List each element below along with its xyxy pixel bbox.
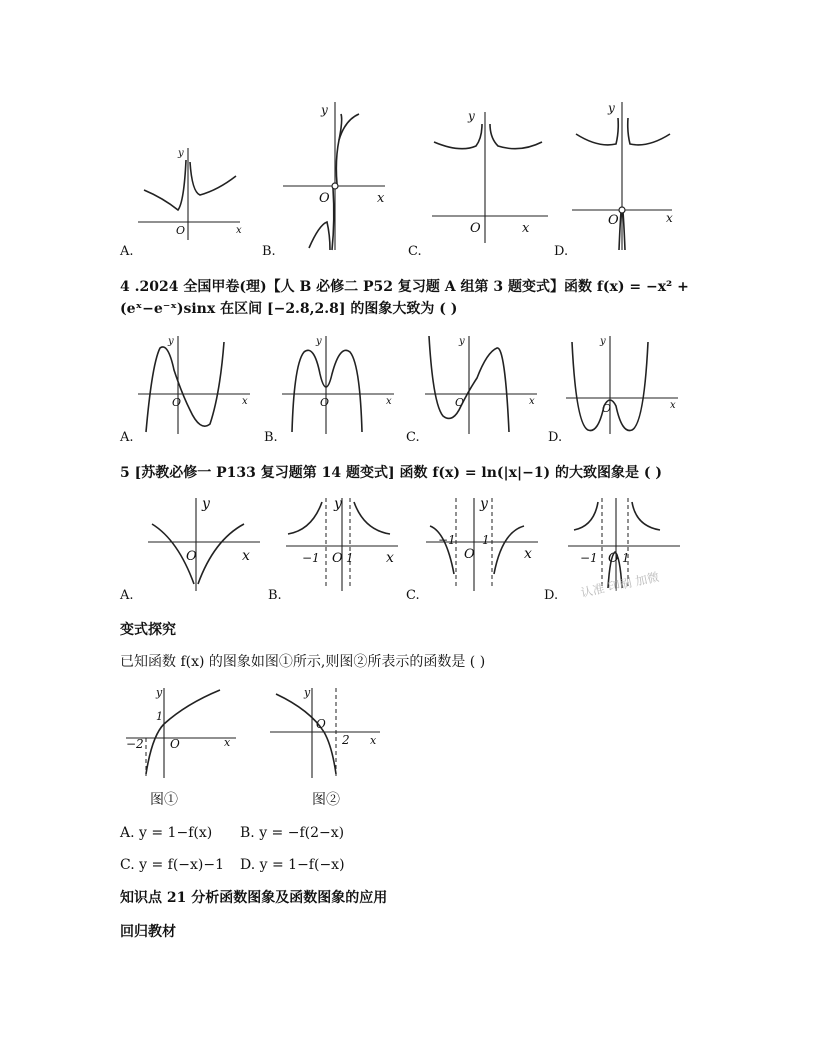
origin-label: O bbox=[455, 396, 465, 409]
x-label: x bbox=[524, 546, 532, 562]
x-label: x bbox=[242, 548, 250, 564]
row1-graph-b bbox=[283, 100, 393, 250]
q5-text: 5 [苏教必修一 P133 复习题第 14 题变式] 函数 f(x) = ln(|x|−1) 的大致图象是 ( ) bbox=[120, 465, 663, 481]
origin-label: O bbox=[186, 549, 197, 564]
x-label: x bbox=[666, 211, 673, 225]
y-label: y bbox=[468, 109, 475, 123]
q4-text-line1: 4 .2024 全国甲卷(理)【人 B 必修二 P52 复习题 A 组第 3 题变式】函数 f(x) = −x² + bbox=[120, 279, 689, 295]
q5-option-c: C. bbox=[406, 588, 420, 603]
origin-label: O bbox=[602, 402, 612, 415]
q5-option-b: B. bbox=[268, 588, 282, 603]
row1-option-c: C. bbox=[408, 244, 422, 259]
y-label: y bbox=[168, 336, 174, 347]
y-label: y bbox=[304, 686, 311, 699]
origin-label: O bbox=[470, 221, 481, 236]
x-label: x bbox=[386, 396, 392, 407]
x-label: x bbox=[224, 736, 231, 749]
neg-one-label: −1 bbox=[580, 551, 598, 565]
origin-label: O bbox=[608, 213, 619, 228]
q5-graph-c bbox=[426, 496, 546, 591]
y-label: y bbox=[608, 101, 615, 115]
origin-label: O bbox=[608, 551, 619, 566]
y-label: y bbox=[156, 686, 163, 699]
x-label: x bbox=[236, 225, 242, 236]
q4-option-d: D. bbox=[548, 430, 563, 445]
x-label: x bbox=[370, 734, 377, 747]
variant-option-a: A. y = 1−f(x) bbox=[120, 825, 213, 841]
variant-heading: 变式探究 bbox=[120, 622, 176, 638]
origin-label: O bbox=[316, 717, 326, 731]
q4-text-line2: (eˣ−e⁻ˣ)sinx 在区间 [−2.8,2.8] 的图象大致为 ( ) bbox=[120, 301, 458, 317]
one-label: 1 bbox=[346, 551, 354, 565]
x-label: x bbox=[386, 550, 394, 566]
row1-graph-d bbox=[572, 100, 682, 250]
one-label: 1 bbox=[622, 551, 630, 565]
q4-graph-d bbox=[566, 334, 686, 434]
variant-question: 已知函数 f(x) 的图象如图①所示,则图②所表示的函数是 ( ) bbox=[120, 654, 486, 670]
q5-option-d: D. bbox=[544, 588, 559, 603]
origin-label: O bbox=[176, 224, 186, 237]
q4-graph-b bbox=[282, 334, 402, 434]
q4-graph-a bbox=[138, 334, 258, 434]
q4-graph-c bbox=[425, 334, 545, 434]
y-label: y bbox=[316, 336, 322, 347]
y-label: y bbox=[178, 148, 184, 159]
fig2-caption: 图② bbox=[312, 792, 340, 808]
fig1-caption: 图① bbox=[150, 792, 178, 808]
row1-option-b: B. bbox=[262, 244, 276, 259]
neg-one-label: −1 bbox=[438, 533, 456, 547]
x-label: x bbox=[529, 396, 535, 407]
return-textbook-heading: 回归教材 bbox=[120, 924, 176, 940]
variant-option-b: B. y = −f(2−x) bbox=[240, 825, 345, 841]
variant-option-c: C. y = f(−x)−1 bbox=[120, 857, 225, 873]
y-label: y bbox=[321, 103, 328, 117]
x-label: x bbox=[377, 191, 385, 206]
origin-label: O bbox=[464, 547, 475, 562]
x-label: x bbox=[242, 396, 248, 407]
y-label: y bbox=[202, 496, 210, 512]
origin-label: O bbox=[319, 191, 330, 206]
row1-option-a: A. bbox=[120, 244, 134, 259]
x-label: x bbox=[522, 221, 530, 236]
q5-option-a: A. bbox=[120, 588, 134, 603]
q4-option-b: B. bbox=[264, 430, 278, 445]
one-label: 1 bbox=[156, 710, 163, 723]
neg-one-label: −1 bbox=[302, 551, 320, 565]
row1-option-d: D. bbox=[554, 244, 569, 259]
q4-option-a: A. bbox=[120, 430, 134, 445]
variant-fig2-graph bbox=[270, 686, 390, 778]
neg-two-label: −2 bbox=[126, 737, 144, 751]
origin-label: O bbox=[332, 551, 343, 566]
knowledge-point-heading: 知识点 21 分析函数图象及函数图象的应用 bbox=[120, 890, 388, 906]
y-label: y bbox=[459, 336, 465, 347]
row1-graph-c bbox=[430, 108, 550, 243]
y-label: y bbox=[334, 496, 342, 512]
origin-label: O bbox=[170, 737, 180, 751]
variant-fig1-graph bbox=[126, 686, 246, 778]
q5-graph-b bbox=[286, 496, 406, 591]
origin-label: O bbox=[320, 396, 330, 409]
q5-graph-a bbox=[148, 496, 268, 591]
one-label: 1 bbox=[482, 533, 490, 547]
watermark: 认准 印刷 加微 bbox=[579, 569, 661, 601]
origin-label: O bbox=[172, 396, 182, 409]
y-label: y bbox=[480, 496, 488, 512]
variant-option-d: D. y = 1−f(−x) bbox=[240, 857, 345, 873]
y-label: y bbox=[600, 336, 606, 347]
row1-graph-a bbox=[138, 140, 248, 240]
x-label: x bbox=[670, 400, 676, 411]
q4-option-c: C. bbox=[406, 430, 420, 445]
two-label: 2 bbox=[342, 733, 350, 747]
